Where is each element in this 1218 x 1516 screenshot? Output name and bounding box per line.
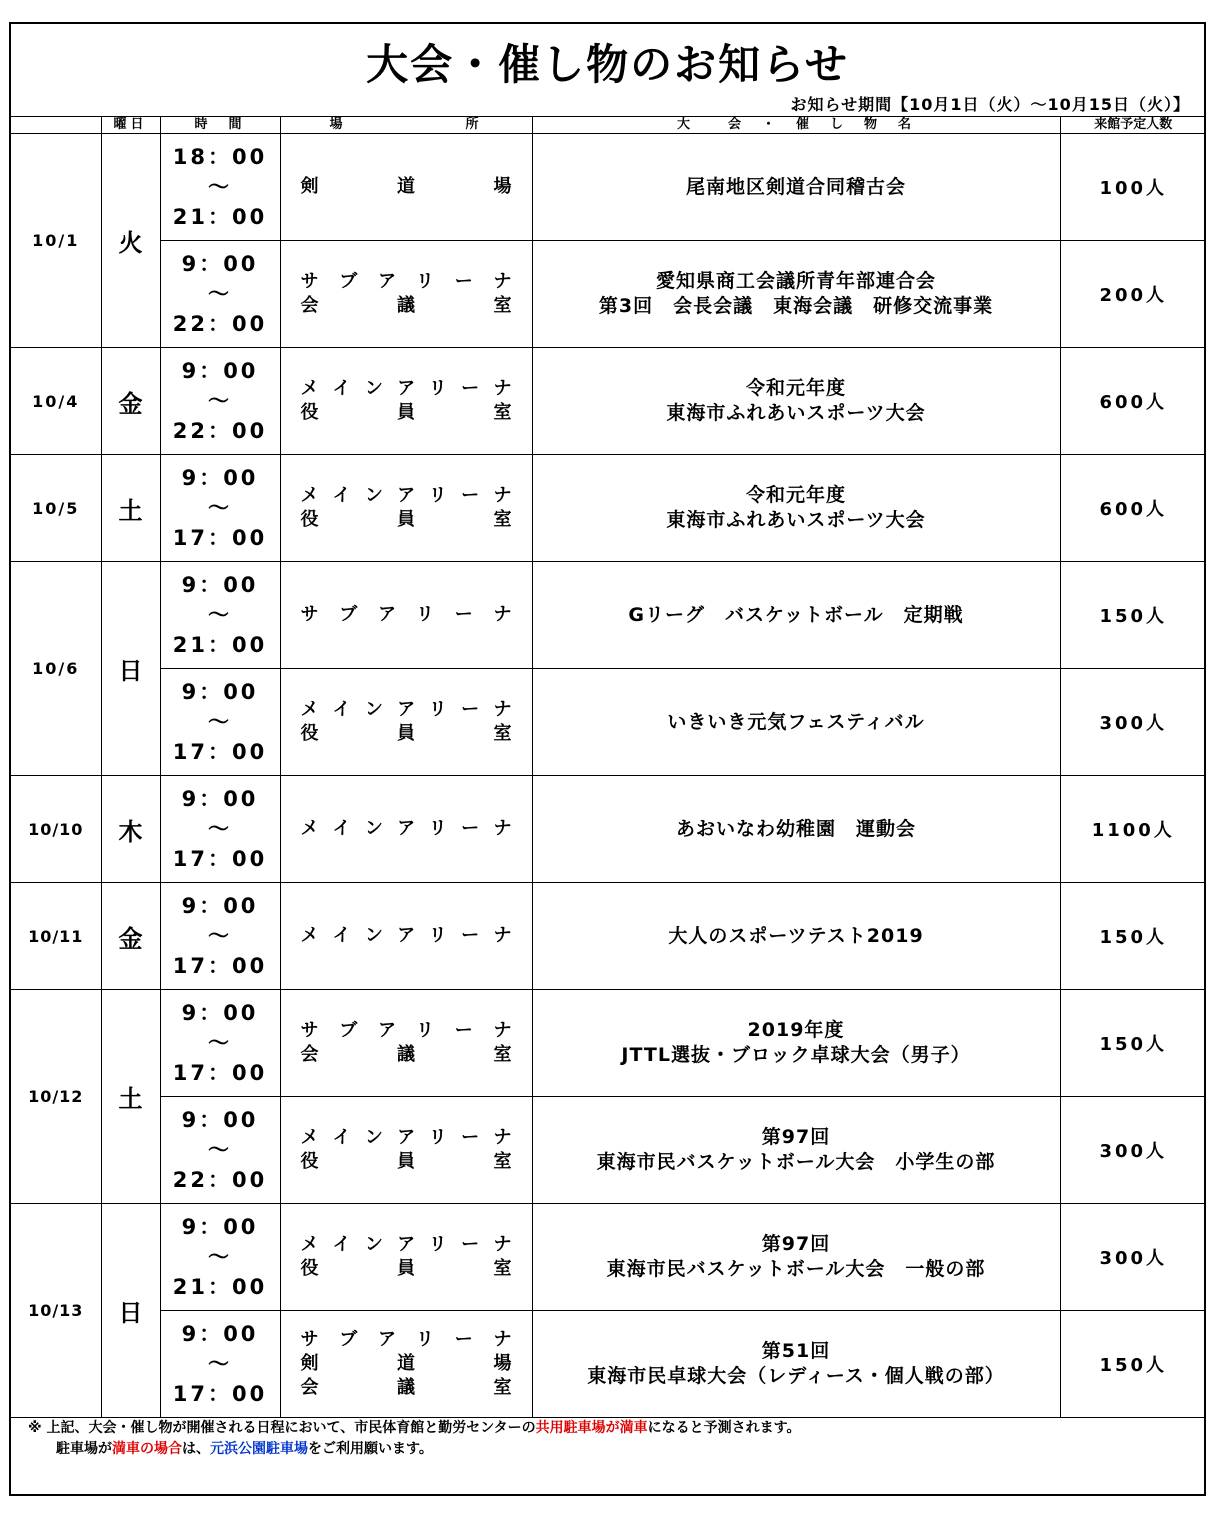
table-row xyxy=(11,776,1206,883)
row-time: 9：00 ～ 17：00 xyxy=(160,883,280,990)
row-place: サブアリーナ 会議室 xyxy=(280,990,532,1097)
header-time: 時 間 xyxy=(160,117,280,134)
table-row xyxy=(11,1097,1206,1204)
row-time: 9：00 ～ 21：00 xyxy=(160,1204,280,1311)
row-place: メインアリーナ 役員室 xyxy=(280,1097,532,1204)
header-day: 曜日 xyxy=(101,117,160,134)
header-place: 場 所 xyxy=(280,117,532,134)
row-count: 600人 xyxy=(1060,348,1206,455)
row-place: メインアリーナ 役員室 xyxy=(280,348,532,455)
schedule-table xyxy=(11,116,1206,1418)
row-event: いきいき元気フェスティバル xyxy=(532,669,1060,776)
page-title: 大会・催し物のお知らせ xyxy=(366,40,849,89)
row-date: 10/12 xyxy=(11,990,101,1204)
row-date: 10/5 xyxy=(11,455,101,562)
row-day-of-week: 木 xyxy=(101,776,160,883)
row-time: 9：00 ～ 21：00 xyxy=(160,562,280,669)
row-event: 令和元年度 東海市ふれあいスポーツ大会 xyxy=(532,348,1060,455)
table-row xyxy=(11,990,1206,1097)
header-date xyxy=(11,117,101,134)
row-place: メインアリーナ 役員室 xyxy=(280,1204,532,1311)
row-time: 9：00 ～ 17：00 xyxy=(160,455,280,562)
table-row xyxy=(11,669,1206,776)
row-place: メインアリーナ 役員室 xyxy=(280,455,532,562)
note-line-2: 駐車場が満車の場合は、元浜公園駐車場をご利用願います。 xyxy=(56,1441,433,1457)
row-place: サブアリーナ 剣道場 会議室 xyxy=(280,1311,532,1418)
row-place: 剣道場 xyxy=(280,134,532,241)
row-event: Gリーグ バスケットボール 定期戦 xyxy=(532,562,1060,669)
row-event: 第51回 東海市民卓球大会（レディース・個人戦の部） xyxy=(532,1311,1060,1418)
row-place: メインアリーナ 役員室 xyxy=(280,669,532,776)
row-day-of-week: 日 xyxy=(101,562,160,776)
row-date: 10/1 xyxy=(11,134,101,348)
notice-frame xyxy=(9,22,1206,1496)
row-event: 大人のスポーツテスト2019 xyxy=(532,883,1060,990)
header-count: 来館予定人数 xyxy=(1060,117,1206,134)
row-event: 尾南地区剣道合同稽古会 xyxy=(532,134,1060,241)
table-row xyxy=(11,241,1206,348)
row-count: 300人 xyxy=(1060,669,1206,776)
table-row xyxy=(11,562,1206,669)
row-date: 10/4 xyxy=(11,348,101,455)
row-place: メインアリーナ xyxy=(280,883,532,990)
row-event: 令和元年度 東海市ふれあいスポーツ大会 xyxy=(532,455,1060,562)
row-place: サブアリーナ 会議室 xyxy=(280,241,532,348)
table-row xyxy=(11,348,1206,455)
table-row xyxy=(11,455,1206,562)
row-place: メインアリーナ xyxy=(280,776,532,883)
row-time: 9：00 ～ 22：00 xyxy=(160,241,280,348)
row-count: 150人 xyxy=(1060,1311,1206,1418)
row-count: 150人 xyxy=(1060,990,1206,1097)
table-row xyxy=(11,1204,1206,1311)
row-count: 300人 xyxy=(1060,1204,1206,1311)
row-time: 18：00 ～ 21：00 xyxy=(160,134,280,241)
table-row xyxy=(11,883,1206,990)
notice-period: お知らせ期間【10月1日（火）～10月15日（火）】 xyxy=(790,95,1190,114)
note-line-1: ※ 上記、大会・催し物が開催される日程において、市民体育館と勤労センターの共用駐車場が満車になると予測されます。 xyxy=(28,1420,801,1436)
row-event: あおいなわ幼稚園 運動会 xyxy=(532,776,1060,883)
parking-notes xyxy=(28,1418,801,1460)
row-time: 9：00 ～ 17：00 xyxy=(160,1311,280,1418)
row-event: 第97回 東海市民バスケットボール大会 小学生の部 xyxy=(532,1097,1060,1204)
row-time: 9：00 ～ 17：00 xyxy=(160,669,280,776)
row-time: 9：00 ～ 17：00 xyxy=(160,776,280,883)
row-count: 300人 xyxy=(1060,1097,1206,1204)
row-day-of-week: 金 xyxy=(101,883,160,990)
row-place: サブアリーナ xyxy=(280,562,532,669)
row-event: 愛知県商工会議所青年部連合会 第3回 会長会議 東海会議 研修交流事業 xyxy=(532,241,1060,348)
row-day-of-week: 日 xyxy=(101,1204,160,1418)
row-event: 2019年度 JTTL選抜・ブロック卓球大会（男子） xyxy=(532,990,1060,1097)
row-date: 10/6 xyxy=(11,562,101,776)
table-row xyxy=(11,134,1206,241)
row-day-of-week: 土 xyxy=(101,990,160,1204)
row-date: 10/10 xyxy=(11,776,101,883)
row-count: 1100人 xyxy=(1060,776,1206,883)
row-count: 150人 xyxy=(1060,562,1206,669)
header-event: 大 会 ・ 催 し 物 名 xyxy=(532,117,1060,134)
row-date: 10/13 xyxy=(11,1204,101,1418)
table-header-row xyxy=(11,117,1206,134)
row-event: 第97回 東海市民バスケットボール大会 一般の部 xyxy=(532,1204,1060,1311)
row-date: 10/11 xyxy=(11,883,101,990)
row-time: 9：00 ～ 17：00 xyxy=(160,990,280,1097)
row-count: 150人 xyxy=(1060,883,1206,990)
row-day-of-week: 土 xyxy=(101,455,160,562)
row-day-of-week: 金 xyxy=(101,348,160,455)
row-time: 9：00 ～ 22：00 xyxy=(160,348,280,455)
table-row xyxy=(11,1311,1206,1418)
row-count: 200人 xyxy=(1060,241,1206,348)
row-count: 100人 xyxy=(1060,134,1206,241)
row-count: 600人 xyxy=(1060,455,1206,562)
row-time: 9：00 ～ 22：00 xyxy=(160,1097,280,1204)
row-day-of-week: 火 xyxy=(101,134,160,348)
